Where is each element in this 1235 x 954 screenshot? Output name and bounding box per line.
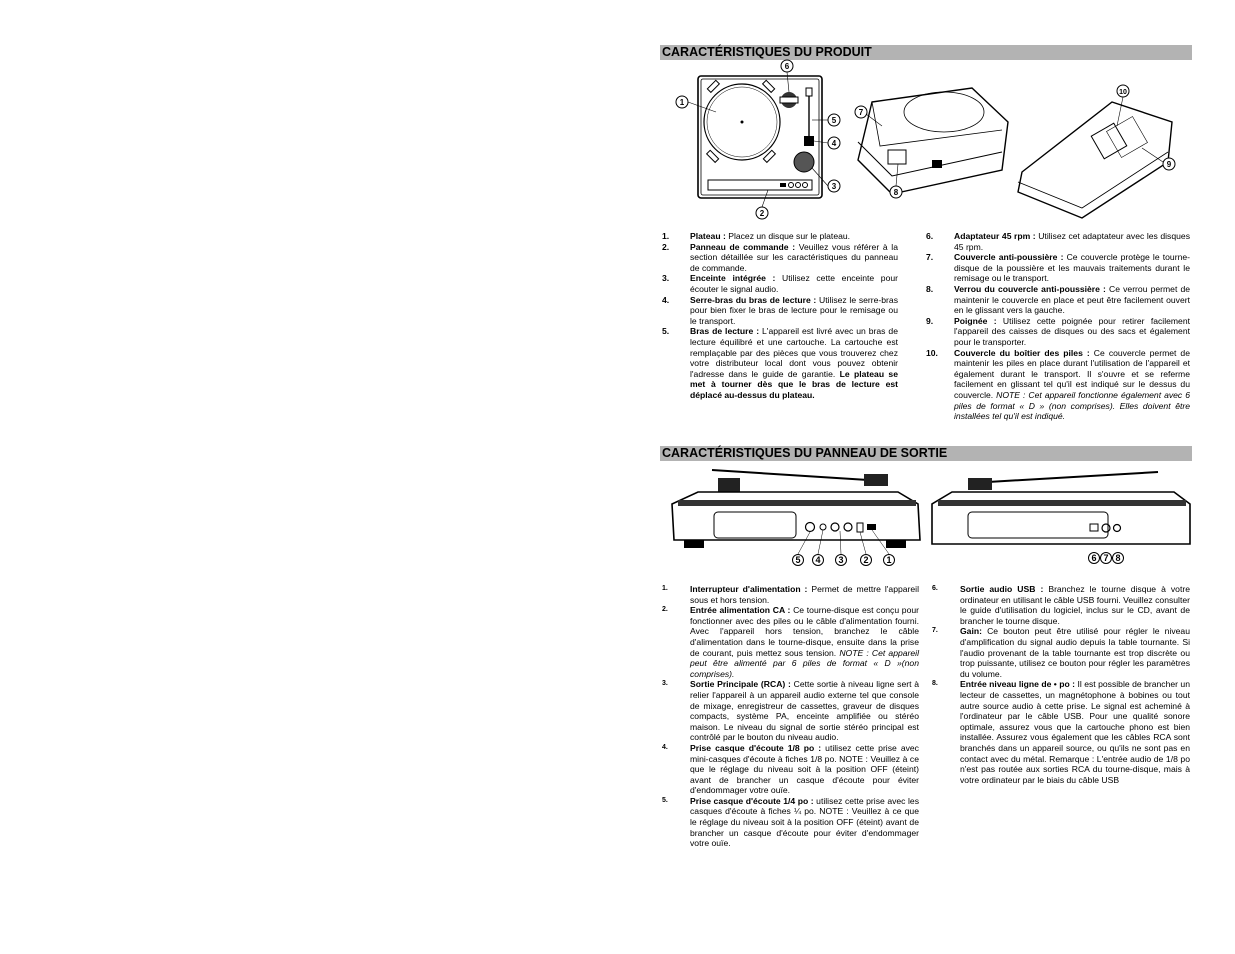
- callout-rear-2: 2: [863, 555, 869, 565]
- produit-list-left: [662, 231, 898, 401]
- list-item: 2. Entrée alimentation CA : Ce tourne-disque est conçu pour fonctionner avec des piles ou le câble d'alimentation fourni. Avec l'appareil hors tension, branchez le câble d'alimentation dans le tourne-disque, ensuite dans la prise de courant, puis mettez sous tension. NOTE : Cet appareil peut être alimenté par 6 piles de format « D »(non comprises).: [662, 605, 920, 679]
- callout-rear-5: 5: [795, 555, 801, 565]
- sortie-list-right: [932, 584, 1190, 785]
- callout-2: 2: [759, 209, 765, 218]
- list-item: 5. Prise casque d'écoute 1/4 po : utilisez cette prise avec les casques d'écoute à fiches ¼ po. NOTE : Veuillez à ce que le réglage du niveau soit à la position OFF (éteint) avant de brancher un casque d'écoute pour éviter d'endommager votre ouïe.: [662, 795, 919, 849]
- turntable-top-view-figure: [672, 58, 847, 220]
- callout-4: 4: [831, 139, 837, 148]
- list-item: 3. Sortie Principale (RCA) : Cette sortie à niveau ligne sert à relier l'appareil à un appareil audio externe tel que console de mixage, enregistreur de cassettes, graveur de disques compacts, système PA, enceinte amplifiée ou stéréo maison. Le niveau du signal de sortie stéréo principal est contrôlé par le bouton du niveau audio.: [662, 679, 919, 743]
- list-item: 8. Entrée niveau ligne de • po : Il est possible de brancher un lecteur de cassettes, un magnétophone à bobines ou tout autre source audio à cette prise. Le signal est acheminé à l'ordinateur par le câble USB. Pour une qualité sonore optimale, assurez vous que la cartouche phono est bien installée. Assurez vous également que les câbles RCA sont branchés dans un appareil source, ou qu'ils ne sont pas en contact avec du métal. Remarque : L'entrée audio de 1/8 po n'est pas routée aux sorties RCA du tourne-disque, mais à votre ordinateur par le biais du câble USB: [932, 679, 1190, 785]
- list-item: 5. Bras de lecture : L'appareil est livré avec un bras de lecture équilibré et une cartouche. La cartouche est remplaçable par des pièces que vous trouverez chez votre distributeur local dont vous pouvez obtenir l'adresse dans le guide de garantie. Le plateau se met à tourner dès que le bras de lecture est déplacé au-dessus du plateau.: [662, 326, 898, 400]
- callout-5: 5: [831, 116, 837, 125]
- callout-7: 7: [858, 108, 864, 117]
- callout-10: 10: [1119, 89, 1127, 96]
- callout-usb-7: 7: [1103, 553, 1109, 563]
- list-item: 4. Serre-bras du bras de lecture : Utilisez le serre-bras pour bien fixer le bras de lecture pour le remisage ou le transport.: [662, 294, 898, 326]
- list-item: 1. Plateau : Placez un disque sur le plateau.: [662, 231, 851, 241]
- list-item: 7. Couvercle anti-poussière : Ce couvercle protège le tourne-disque de la poussière et les mauvais traitements durant le remisage ou le transport.: [926, 252, 1190, 284]
- closed-case-figure: [852, 82, 1012, 200]
- callout-usb-8: 8: [1115, 553, 1121, 563]
- list-item: 6. Adaptateur 45 rpm : Utilisez cet adaptateur avec les disques 45 rpm.: [926, 231, 1190, 252]
- list-item: 10. Couvercle du boîtier des piles : Ce couvercle permet de maintenir les piles en place durant l'utilisation de l'appareil et également durant le transport. Il s'ouvre et se referme facilement en glissant tel qu'il est indiqué sur le dessus du couvercle. NOTE : Cet appareil fonctionne également avec 6 piles de format « D » (non comprises). Elles doivent être installées tel qu'il est indiqué.: [926, 347, 1190, 422]
- produit-list-right: [926, 231, 1190, 422]
- usb-panel-figure: [928, 464, 1194, 568]
- rear-panel-figure: [668, 464, 924, 568]
- list-item: 7. Gain: Ce bouton peut être utilisé pour régler le niveau d'amplification du signal audio depuis la table tournante. Si l'audio provenant de la table tournante est trop discrète ou trop puissante, utilisez ce bouton pour régler les paramètres du volume.: [932, 626, 1190, 679]
- callout-rear-4: 4: [815, 555, 821, 565]
- callout-1: 1: [679, 98, 685, 107]
- section-title-sortie: CARACTÉRISTIQUES DU PANNEAU DE SORTIE: [660, 446, 1192, 461]
- list-item: 2. Panneau de commande : Veuillez vous référer à la section détaillée sur les caractéristiques du panneau de commande.: [662, 241, 898, 273]
- list-item: 3. Enceinte intégrée : Utilisez cette enceinte pour écouter le signal audio.: [662, 273, 898, 294]
- list-item: 6. Sortie audio USB : Branchez le tourne disque à votre ordinateur en utilisant le câble USB fourni. Veuillez consulter le guide d'utilisation du logiciel, inclus sur le CD, avant de brancher le tourne disque.: [932, 584, 1190, 626]
- callout-rear-1: 1: [886, 555, 892, 565]
- callout-6: 6: [784, 62, 790, 71]
- callout-8: 8: [893, 188, 899, 197]
- callout-usb-6: 6: [1091, 553, 1097, 563]
- callout-9: 9: [1166, 160, 1172, 169]
- list-item: 4. Prise casque d'écoute 1/8 po : utilisez cette prise avec mini-casques d'écoute à fiches 1/8 po. NOTE : Veuillez à ce que le réglage du niveau soit à la position OFF (éteint) avant de brancher un casque d'écoute pour éviter d'endommager votre ouïe.: [662, 742, 919, 796]
- list-item: 9. Poignée : Utilisez cette poignée pour retirer facilement l'appareil des caisses de disques ou des sacs et également pour le transporter.: [926, 315, 1190, 347]
- bottom-view-figure: [1012, 82, 1182, 220]
- callout-3: 3: [831, 182, 837, 191]
- section-title-produit: CARACTÉRISTIQUES DU PRODUIT: [660, 45, 1192, 60]
- callout-rear-3: 3: [838, 555, 844, 565]
- sortie-list-left: [662, 584, 919, 849]
- list-item: 1. Interrupteur d'alimentation : Permet de mettre l'appareil sous et hors tension.: [662, 584, 919, 605]
- list-item: 8. Verrou du couvercle anti-poussière : Ce verrou permet de maintenir le couvercle en place et peut être facilement ouvert en le glissant vers la gauche.: [926, 283, 1190, 316]
